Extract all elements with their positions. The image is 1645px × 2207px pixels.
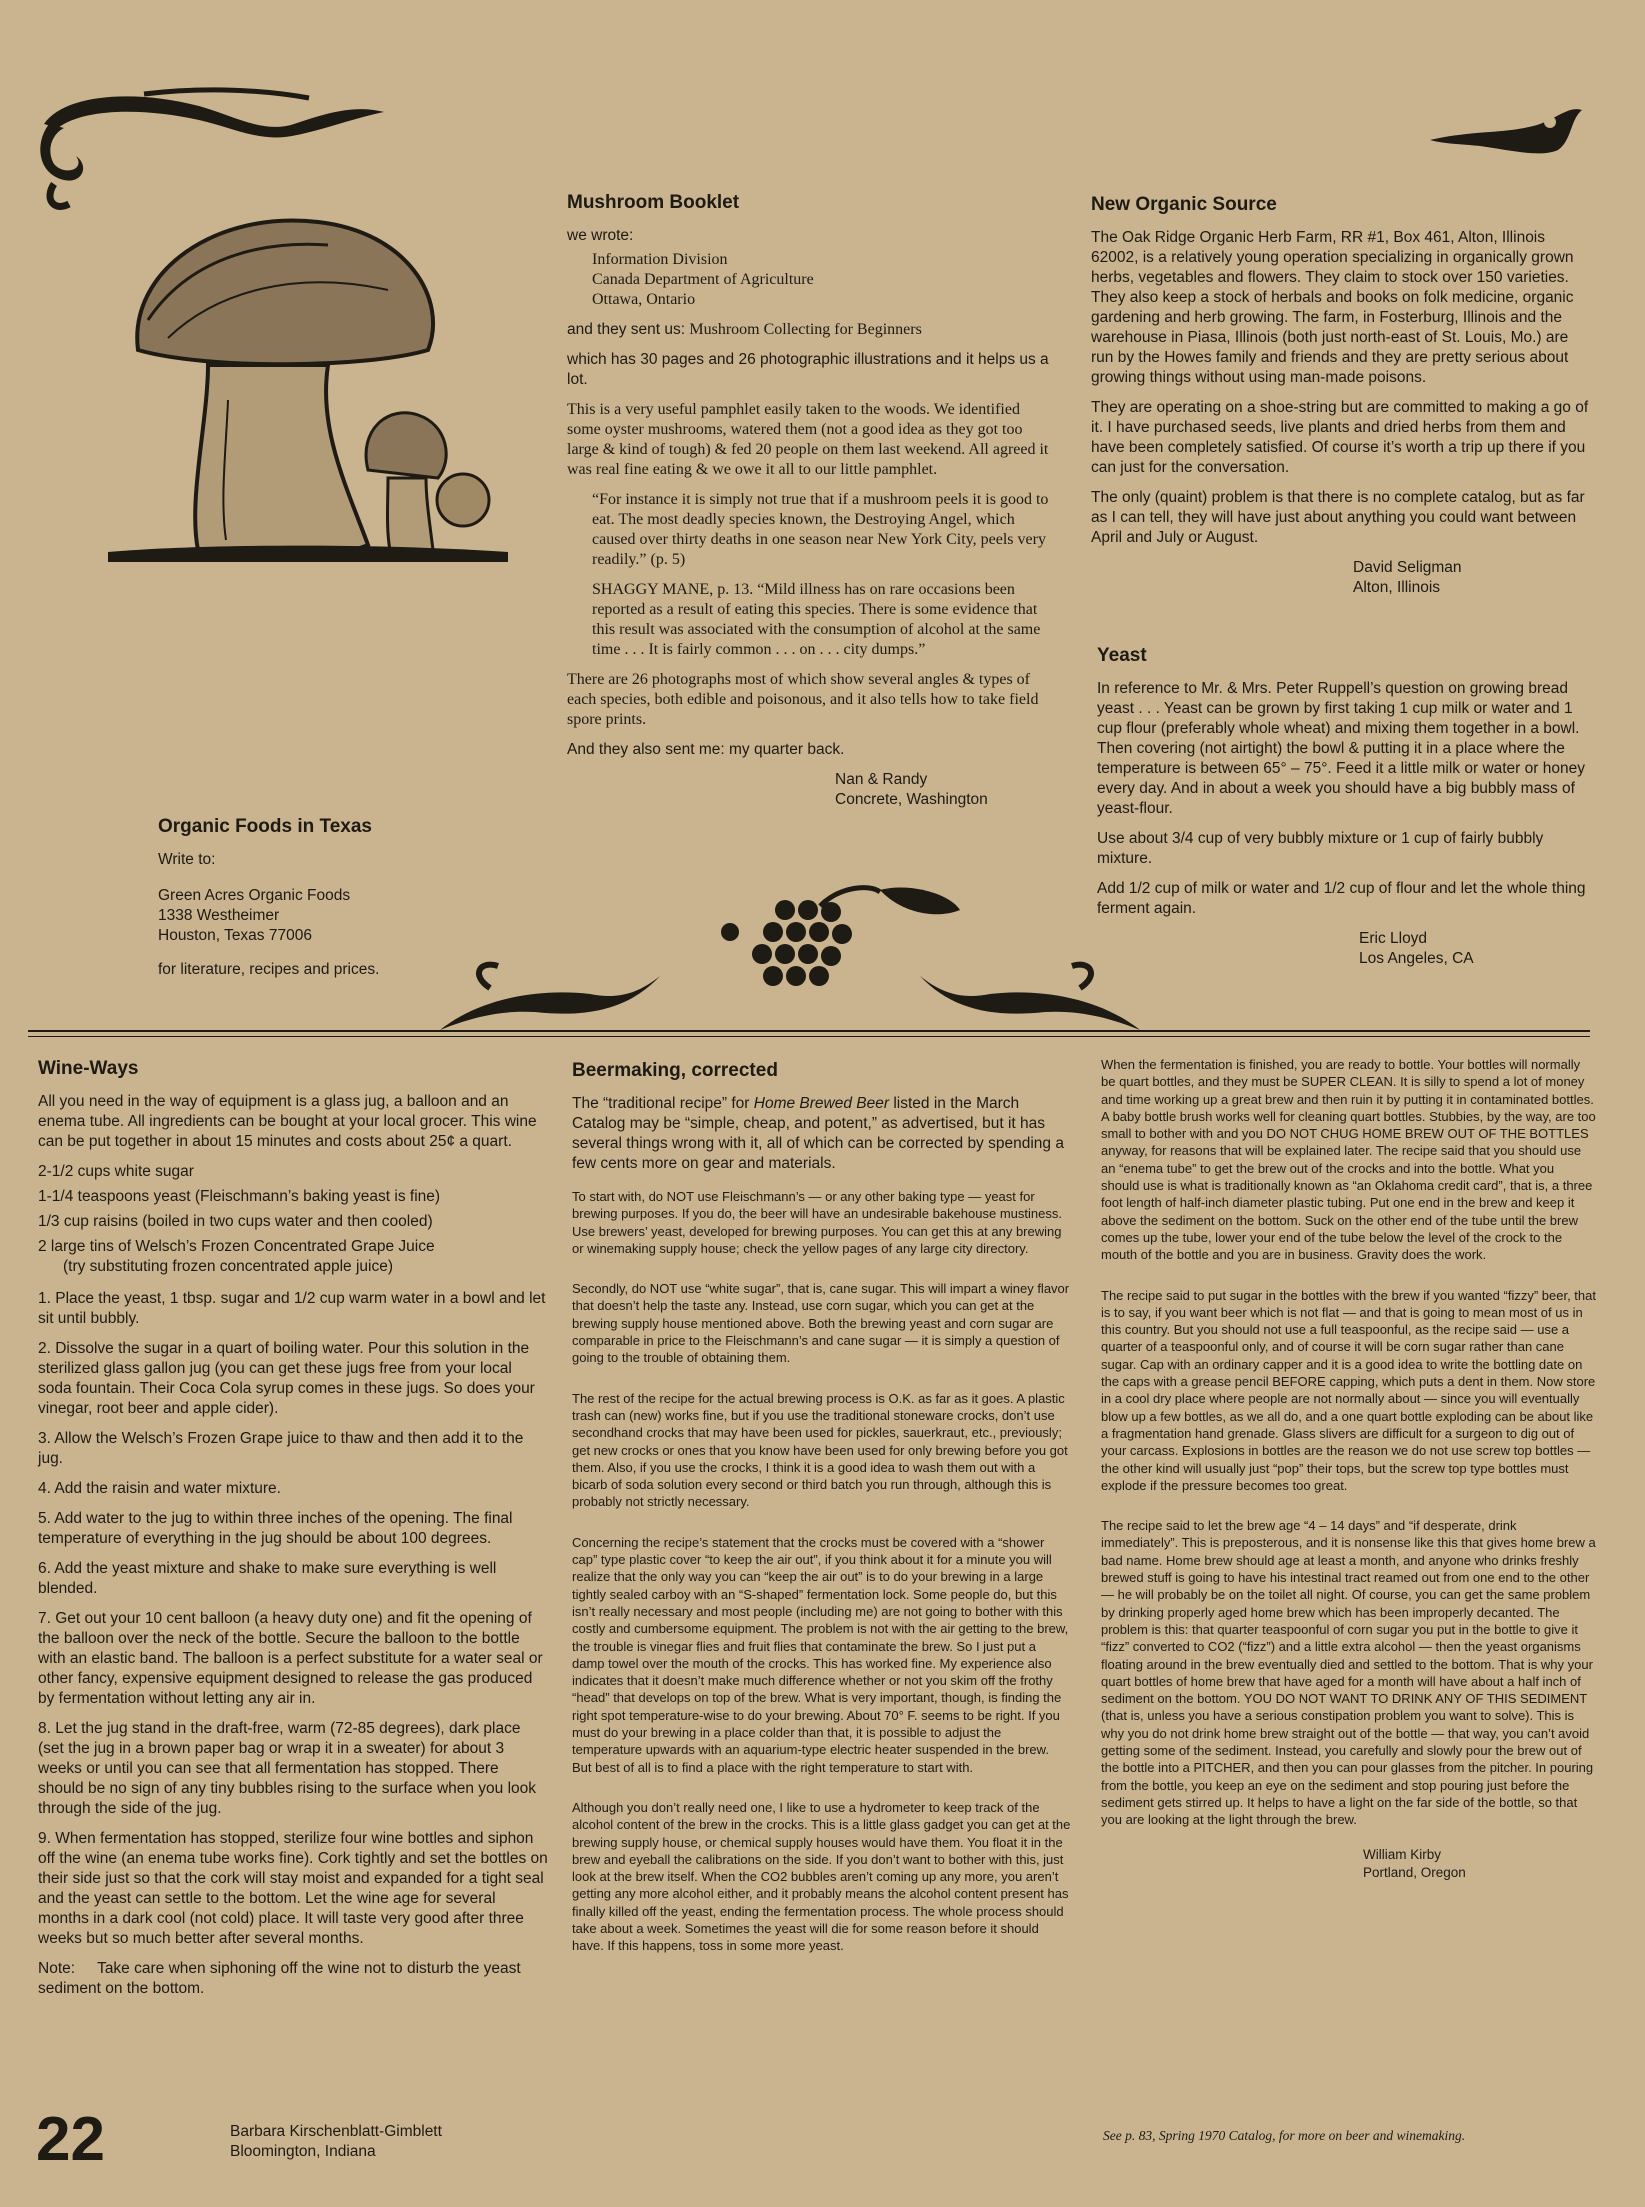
intro-text: The “traditional recipe” for xyxy=(572,1095,754,1112)
organic-foods-texas-article xyxy=(158,816,518,990)
address-line: Ottawa, Ontario xyxy=(592,291,696,308)
ingredient-item: 1-1/4 teaspoons yeast (Fleischmann’s baking yeast is fine) xyxy=(38,1188,441,1205)
new-organic-source-article xyxy=(1091,194,1591,598)
address-line: Green Acres Organic Foods xyxy=(158,887,351,904)
wine-intro: All you need in the way of equipment is a glass jug, a balloon and an enema tube. All ingredients can be bought at your local grocer. This wine can be put together in about 15 minutes and costs about 25¢ a quart. xyxy=(38,1093,537,1150)
organic-paragraph: They are operating on a shoe-string but are committed to making a go of it. I have purchased seeds, live plants and dried herbs from them and have been completely satisfied. Of course it’s worth a trip up there if you can just for the conversation. xyxy=(1091,399,1589,476)
bottling-paragraph: When the fermentation is finished, you are ready to bottle. Your bottles will normally be quart bottles, and they must be SUPER CLEAN. It is silly to spend a lot of money and time working up a great brew and then ruin it by putting it in contaminated bottles. A baby bottle brush works well for cleaning quart bottles. Stubbies, by the way, are too small to bother with and you DO NOT CHUG HOME BREW OUT OF THE BOTTLES anyway, for reasons that will be explained later. The recipe said that you should use an “enema tube” to get the brew out of the crocks and into the bottle. What you should use is what is traditionally known as “an Oklahoma credit card”, that is, a three foot length of half-inch diameter plastic tubing. Put one end in the brew and keep it above the sediment on the bottom. Suck on the other end of the tube until the brew comes up the tube, lower your end of the tube below the level of the crock to the mouth of the bottle and you are in business. Gravity does the work. xyxy=(1101,1057,1596,1263)
sent-us-prefix: and they sent us: xyxy=(567,321,686,338)
wine-step: 2. Dissolve the sugar in a quart of boiling water. Pour this solution in the sterilized glass gallon jug (you can get these jugs free from your local soda fountain. Their Coca Cola syrup comes in these jugs. So does your vinegar, root beer and apple cider). xyxy=(38,1340,535,1417)
wine-step: 1. Place the yeast, 1 tbsp. sugar and 1/2 cup warm water in a bowl and let sit until bubbly. xyxy=(38,1290,546,1327)
signature-name: David Seligman xyxy=(1353,559,1462,576)
bottling-paragraph: The recipe said to let the brew age “4 – 14 days” and “if desperate, drink immediately”. This is preposterous, and it is nonsense like this that gives home brew a bad name. Home brew should age at least a month, and anyone who drinks freshly brewed stuff is going to have his intestinal tract reamed out from one end to the other — he will probably be on the toilet all night. Of course, you can get the same problem by drinking properly aged home brew which has been improperly decanted. The problem is this: that quarter teaspoonful of corn sugar you put in the bottle to give it “fizz” converted to CO2 (“fizz”) and a little extra alcohol — then the yeast organisms floating around in the brew eventually died and settled to the bottom. That is why your quart bottles of home brew that have aged for a month will have about a half inch of sediment on the bottom. YOU DO NOT WANT TO DRINK ANY OF THIS SEDIMENT (that is, unless you have a serious constipation problem you want to solve). This is why you do not drink home brew straight out of the bottle — that way, you can’t avoid getting some of the sediment. Instead, you carefully and slowly pour the brew out of the bottle into a PITCHER, and then you can pour glasses from the pitcher. In pouring from the bottle, you keep an eye on the sediment and stop pouring just before the sediment gets stirred up. It helps to have a light on the far side of the bottle, so that you are looking at the light through the brew. xyxy=(1101,1518,1596,1828)
wine-ways-heading: Wine-Ways xyxy=(38,1058,139,1079)
booklet-title: Mushroom Collecting for Beginners xyxy=(689,321,922,338)
booklet-signature xyxy=(835,770,1057,810)
address-line: Information Division xyxy=(592,251,728,268)
wine-step: 4. Add the raisin and water mixture. xyxy=(38,1480,281,1497)
beermaking-heading: Beermaking, corrected xyxy=(572,1060,778,1081)
booklet-description: which has 30 pages and 26 photographic illustrations and it helps us a lot. xyxy=(567,351,1049,388)
wine-step: 7. Get out your 10 cent balloon (a heavy duty one) and fit the opening of the balloon over the neck of the bottle. Secure the balloon to the bottle with an elastic band. The balloon is a perfect substitute for a water seal or other fancy, expensive equipment designed to release the gas produced by fermentation without letting any air in. xyxy=(38,1610,543,1707)
booklet-paragraph: There are 26 photographs most of which show several angles & types of each species, both edible and poisonous, and it also tells how to take field spore prints. xyxy=(567,671,1039,728)
organic-signature xyxy=(1353,558,1591,598)
ingredient-item: 2-1/2 cups white sugar xyxy=(38,1163,194,1180)
ingredient-note: (try substituting frozen concentrated apple juice) xyxy=(63,1258,393,1275)
signature-place: Concrete, Washington xyxy=(835,791,988,808)
wine-step: 8. Let the jug stand in the draft-free, warm (72-85 degrees), dark place (set the jug in a brown paper bag or wrap it in a sweater) for about 3 weeks or until you can see that all fermentation has stopped. There should be no sign of any tiny bubbles rising to the surface when you look through the side of the jug. xyxy=(38,1720,537,1817)
beermaking-paragraph: Although you don’t really need one, I like to use a hydrometer to keep track of the alcohol content of the brew in the crocks. This is a little glass gadget you can get at the brewing supply house, or chemical supply houses would have them. You float it in the brew and eyeball the calibrations on the side. If you don’t want to bother with this, just look at the brew itself. When the CO2 bubbles aren’t coming up any more, you aren’t getting any more alcohol either, and it probably means the alcohol content present has finally killed off the yeast, ending the fermentation process. The whole process should take about a week. Sometimes the yeast will die for some reason before it should have. If this happens, toss in some more yeast. xyxy=(572,1799,1071,1954)
ingredient-item: 2 large tins of Welsch’s Frozen Concentrated Grape Juice xyxy=(38,1238,435,1255)
booklet-quote: SHAGGY MANE, p. 13. “Mild illness has on rare occasions been reported as a result of eating this species. There is some evidence that this result was associated with the consumption of alcohol at the same time . . . It is fairly common . . . on . . . city dumps.” xyxy=(592,581,1041,658)
yeast-paragraph: Use about 3/4 cup of very bubbly mixture or 1 cup of fairly bubbly mixture. xyxy=(1097,830,1544,867)
beermaking-paragraph: Concerning the recipe’s statement that the crocks must be covered with a “shower cap” type plastic cover “to keep the air out”, if you think about it for a minute you will realize that the only way you can “keep the air out” is to do your brewing in a large tightly sealed carboy with an “S-shaped” fermentation lock. Some people do, but this isn’t really necessary and most people (including me) are not going to bother with this costly and cumbersome equipment. The problem is not with the air getting to the brew, the trouble is vinegar flies and fruit flies that contaminate the brew. So I just put a damp towel over the mouth of the crocks. This has worked fine. My experience also indicates that it doesn’t make much difference whether or not you skim off the frothy “head” that develops on top of the brew. What is very important, though, is finding the right spot temperature-wise to do your brewing. About 70° F. seems to be right. If you must do your brewing in a place colder than that, it is possible to adjust the temperature upwards with an aquarium-type electric heater suspended in the brew. But best of all is to find a place with the right temperature to start with. xyxy=(572,1534,1069,1775)
booklet-paragraph: This is a very useful pamphlet easily taken to the woods. We identified some oyster mushrooms, watered them (not a good idea as they got too large & kind of tough) & fed 20 people on them last weekend. All agreed it was real fine eating & we owe it all to our little pamphlet. xyxy=(567,401,1049,478)
wine-ways-article xyxy=(38,1058,548,2009)
catalog-footnote: See p. 83, Spring 1970 Catalog, for more on beer and winemaking. xyxy=(1103,2128,1466,2143)
bottling-signature xyxy=(1363,1846,1596,1881)
bottling-article xyxy=(1101,1056,1596,1892)
top-right-flourish-ornament xyxy=(1420,100,1590,160)
section-divider-rule xyxy=(28,1030,1590,1032)
beermaking-paragraph: To start with, do NOT use Fleischmann’s — or any other baking type — yeast for brewing purposes. If you do, the beer will have an undesirable bakehouse mustiness. Use brewers’ yeast, developed for brewing purposes. You can get this at any brewing or winemaking supply house; check the yellow pages of any large city directory. xyxy=(572,1189,1062,1256)
address-line: Canada Department of Agriculture xyxy=(592,271,814,288)
signature-name: William Kirby xyxy=(1363,1847,1442,1863)
note-label: Note: xyxy=(38,1960,76,1977)
grape-vine-ornament xyxy=(440,880,1140,1030)
signature-place: Alton, Illinois xyxy=(1353,579,1441,596)
signature-name: Barbara Kirschenblatt-Gimblett xyxy=(230,2123,442,2140)
yeast-heading: Yeast xyxy=(1097,645,1147,666)
mushroom-booklet-article xyxy=(567,192,1057,810)
wine-step: 5. Add water to the jug to within three inches of the opening. The final temperature of everything in the jug should be about 100 degrees. xyxy=(38,1510,513,1547)
booklet-paragraph: And they also sent me: my quarter back. xyxy=(567,741,845,758)
we-wrote-label: we wrote: xyxy=(567,227,634,244)
top-left-flourish-ornament xyxy=(24,84,394,214)
signature-place: Bloomington, Indiana xyxy=(230,2143,376,2160)
signature-place: Los Angeles, CA xyxy=(1359,950,1474,967)
wine-note xyxy=(38,1959,548,1999)
mushroom-illustration xyxy=(108,200,508,570)
organic-paragraph: The only (quaint) problem is that there is no complete catalog, but as far as I can tell, they will have just about anything you could want between April and July or August. xyxy=(1091,489,1585,546)
address-line: Houston, Texas 77006 xyxy=(158,927,312,944)
beermaking-article xyxy=(572,1060,1072,1966)
booklet-address xyxy=(592,250,1057,310)
new-organic-heading: New Organic Source xyxy=(1091,194,1277,215)
bottling-paragraph: The recipe said to put sugar in the bottles with the brew if you wanted “fizzy” beer, that is to say, if you want beer which is not flat — and that is going to mean most of us in this country. But you should not use a full teaspoonful, as the recipe said — use a quarter of a teaspoonful only, and of course it will be corn sugar rather than cane sugar. Cap with an ordinary capper and it is a good idea to write the bottling date on the caps with a grease pencil BEFORE capping, which puts a dent in them. Now store in a cool dry place where people are not normally about — since you will eventually blow up a few bottles, as we all do, and a one quart bottle exploding can be about like a fragmentation hand grenade. Glass slivers are difficult for a surgeon to dig out of your carcass. Explosions in bottles are the reason we do not use screw top bottles — the other kind will usually just “pop” their tops, but the screw top type bottles must explode if the pressure becomes too great. xyxy=(1101,1287,1596,1493)
yeast-paragraph: In reference to Mr. & Mrs. Peter Ruppell’s question on growing bread yeast . . . Yeast can be grown by first taking 1 cup milk or water and 1 cup flour (preferably whole wheat) and mixing them together in a bowl. Then covering (not airtight) the bowl & putting it in a place where the temperature is between 65° – 75°. Feed it a little milk or water or honey every day. And in about a week you should have a big bubbly mass of yeast-flour. xyxy=(1097,680,1585,817)
booklet-quote: “For instance it is simply not true that if a mushroom peels it is good to eat. The most deadly species known, the Destroying Angel, which caused over thirty deaths in one season near New York City, peels very readily.” (p. 5) xyxy=(592,491,1049,568)
mushroom-booklet-heading: Mushroom Booklet xyxy=(567,192,740,213)
ingredient-item: 1/3 cup raisins (boiled in two cups water and then cooled) xyxy=(38,1213,433,1230)
wine-step: 6. Add the yeast mixture and shake to make sure everything is well blended. xyxy=(38,1560,497,1597)
texas-heading: Organic Foods in Texas xyxy=(158,816,372,837)
wine-signature xyxy=(230,2122,442,2162)
wine-step: 9. When fermentation has stopped, sterilize four wine bottles and siphon off the wine (an enema tube works fine). Cork tightly and set the bottles on their side just so that the cork will stay moist and expanded for a tight seal and the yeast can settle to the bottom. Let the wine age for several months in a dark cool (not cold) place. It will taste very good after three weeks but so much better after several months. xyxy=(38,1830,548,1947)
page-number: 22 xyxy=(36,2105,105,2174)
address-line: 1338 Westheimer xyxy=(158,907,280,924)
beermaking-intro xyxy=(572,1094,1072,1174)
yeast-paragraph: Add 1/2 cup of milk or water and 1/2 cup of flour and let the whole thing ferment again. xyxy=(1097,880,1586,917)
beermaking-paragraph: Secondly, do NOT use “white sugar”, that is, cane sugar. This will impart a winey flavor that doesn’t help the taste any. Instead, use corn sugar, which you can get at the brewing supply house mentioned above. Both the brewing yeast and corn sugar are comparable in price to the Fleischmann’s and cane sugar — it is simply a question of going to the trouble of obtaining them. xyxy=(572,1281,1070,1366)
signature-name: Nan & Randy xyxy=(835,771,928,788)
signature-place: Portland, Oregon xyxy=(1363,1864,1466,1880)
yeast-article xyxy=(1097,645,1592,969)
intro-text: listed in the March Catalog may be “simple, cheap, and potent,” as advertised, but it has several things wrong with it, all of which can be corrected by spending a few cents more on gear and materials. xyxy=(572,1095,1064,1172)
wine-step: 3. Allow the Welsch’s Frozen Grape juice to thaw and then add it to the jug. xyxy=(38,1430,524,1467)
texas-note: for literature, recipes and prices. xyxy=(158,961,380,978)
yeast-signature xyxy=(1359,929,1592,969)
write-to-label: Write to: xyxy=(158,851,216,868)
signature-name: Eric Lloyd xyxy=(1359,930,1428,947)
organic-paragraph: The Oak Ridge Organic Herb Farm, RR #1, Box 461, Alton, Illinois 62002, is a relatively young operation specializing in organically grown herbs, vegetables and flowers. They claim to stock over 150 varieties. They also keep a stock of herbals and books on folk medicine, organic gardening and herb growing. The farm, in Fosterburg, Illinois and the warehouse in Piasa, Illinois (both just north-east of St. Louis, Mo.) are run by the Howes family and friends and they are pretty serious about growing things without using man-made poisons. xyxy=(1091,229,1574,386)
texas-address xyxy=(158,886,518,946)
section-divider-rule-thin xyxy=(28,1036,1590,1037)
note-text: Take care when siphoning off the wine not to disturb the yeast sediment on the bottom. xyxy=(38,1960,521,1997)
beermaking-paragraph: The rest of the recipe for the actual brewing process is O.K. as far as it goes. A plastic trash can (new) works fine, but if you use the traditional stoneware crocks, don’t use secondhand crocks that may have been used for pickles, sauerkraut, etc., previously; get new crocks or ones that you know have been used for only brewing before you got them. Also, if you use the crocks, I think it is a good idea to wash them out with a bicarb of soda solution every second or third batch you run through, although this is probably not strictly necessary. xyxy=(572,1390,1068,1510)
sent-us-line xyxy=(567,320,1057,340)
intro-title: Home Brewed Beer xyxy=(753,1095,890,1112)
